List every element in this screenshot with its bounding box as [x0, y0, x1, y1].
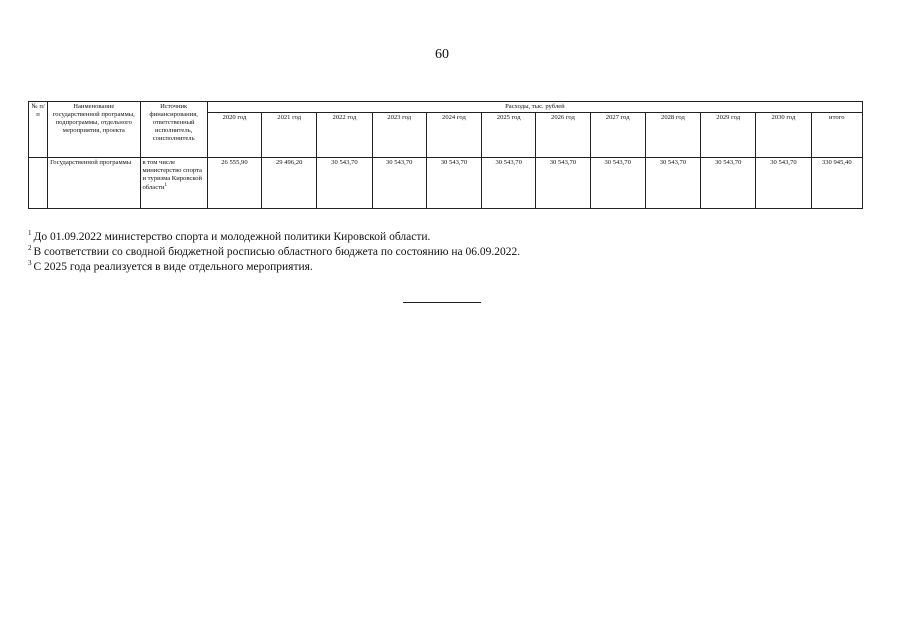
table-header-row	[29, 102, 863, 113]
row-value: 30 543,70	[590, 158, 645, 209]
row-value: 29 496,20	[262, 158, 317, 209]
header-year: 2026 год	[536, 113, 590, 158]
row-value: 30 543,70	[536, 158, 590, 209]
row-source-text: в том числе министерство спорта и туризма Кировской области	[142, 159, 203, 191]
row-value: 30 543,70	[317, 158, 372, 209]
row-value: 30 543,70	[645, 158, 700, 209]
header-year: 2027 год	[590, 113, 645, 158]
row-value: 30 543,70	[756, 158, 811, 209]
row-name: Государственной программы	[48, 158, 140, 209]
header-year: 2030 год	[756, 113, 811, 158]
footnote	[28, 245, 520, 260]
header-year: 2023 год	[372, 113, 426, 158]
row-total: 330 945,40	[811, 158, 862, 209]
table-row	[29, 158, 863, 209]
header-year: 2028 год	[645, 113, 700, 158]
row-value: 30 543,70	[482, 158, 536, 209]
footnote-text: До 01.09.2022 министерство спорта и молодежной политики Кировской области.	[33, 231, 431, 243]
footnote-mark: 3	[28, 259, 32, 268]
header-year: 2029 год	[701, 113, 756, 158]
header-year: 2020 год	[207, 113, 261, 158]
header-year: 2025 год	[482, 113, 536, 158]
row-value: 30 543,70	[372, 158, 426, 209]
footnote	[28, 260, 520, 275]
row-value: 30 543,70	[701, 158, 756, 209]
page-number: 60	[435, 47, 449, 62]
footnote-text: С 2025 года реализуется в виде отдельного мероприятия.	[33, 261, 313, 273]
row-value: 26 555,90	[207, 158, 261, 209]
header-year: 2024 год	[426, 113, 481, 158]
closing-rule	[403, 302, 481, 303]
header-year: 2022 год	[317, 113, 372, 158]
footnotes	[28, 230, 520, 275]
footnote	[28, 230, 520, 245]
footnote-ref: 1	[164, 182, 168, 188]
header-year: 2021 год	[262, 113, 317, 158]
row-value: 30 543,70	[426, 158, 481, 209]
header-total: итого	[811, 113, 862, 158]
footnote-mark: 2	[28, 244, 32, 253]
footnote-text: В соответствии со сводной бюджетной росписью областного бюджета по состоянию на 06.09.2022.	[33, 246, 521, 258]
header-expenses: Расходы, тыс. рублей	[207, 102, 862, 113]
row-num	[29, 158, 48, 209]
header-source: Источник финансирования, ответственный исполнитель, соисполнитель	[140, 102, 207, 158]
header-name: Наименование государственной программы, подпрограммы, отдельного мероприятия, проекта	[48, 102, 140, 158]
header-num: № п/п	[29, 102, 48, 158]
footnote-mark: 1	[28, 229, 32, 238]
budget-table	[28, 101, 863, 209]
row-source	[140, 158, 207, 209]
